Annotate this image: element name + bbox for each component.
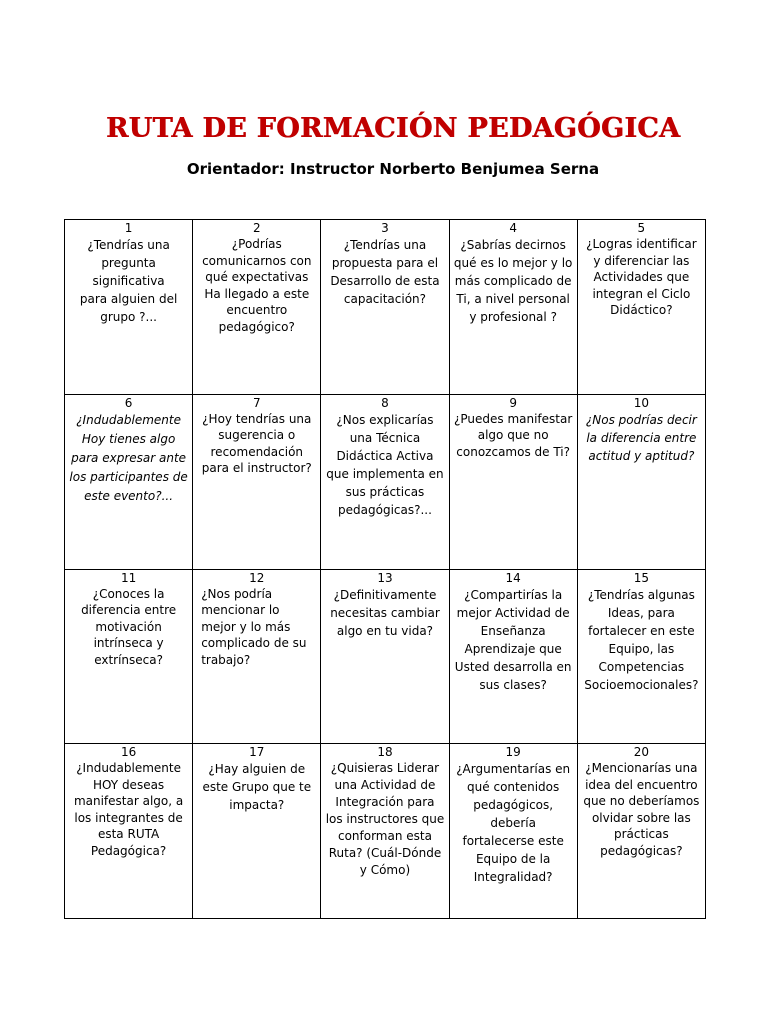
question-card (321, 394, 449, 569)
card-question: ¿Nos podrías decir la diferencia entre actitud y aptitud? (585, 412, 697, 463)
questions-grid (64, 219, 706, 919)
card-number: 10 (633, 395, 650, 410)
card-number: 12 (249, 570, 265, 585)
card-question: ¿Tendrías una pregunta significativa para alguien del grupo ?... (79, 238, 178, 324)
card-question: ¿Definitivamente necesitas cambiar algo en tu vida? (330, 587, 440, 638)
card-number: 16 (120, 745, 137, 760)
card-question: ¿Indudablemente HOY deseas manifestar algo, a los integrantes de esta RUTA Pedagógica? (73, 761, 184, 858)
card-question: ¿Nos podría mencionar lo mejor y lo más complicado de su trabajo? (201, 586, 307, 667)
card-question: ¿Quisieras Liderar una Actividad de Integración para los instructores que conforman esta Ruta? (Cuál-Dónde y Cómo) (325, 761, 445, 878)
page-subtitle: Orientador: Instructor Norberto Benjumea Serna (186, 160, 600, 178)
card-number: 18 (377, 745, 393, 760)
question-card (193, 569, 321, 744)
grid-row (65, 394, 706, 569)
card-question: ¿Hoy tendrías una sugerencia o recomendación para el instructor? (201, 411, 312, 476)
card-question: ¿Indudablemente Hoy tienes algo para expresar ante los participantes de este evento?... (69, 412, 188, 503)
card-number: 3 (381, 221, 389, 235)
card-number: 7 (252, 395, 261, 410)
grid-row (65, 744, 706, 919)
card-question: ¿Tendrías algunas Ideas, para fortalecer en este Equipo, las Competencias Socioemocionales? (584, 587, 699, 692)
card-number: 17 (249, 745, 265, 760)
card-number: 9 (509, 395, 517, 410)
question-card (449, 394, 577, 569)
card-question: ¿Compartirías la mejor Actividad de Enseñanza Aprendizaje que Usted desarrolla en sus clases? (454, 587, 572, 692)
question-card (65, 394, 193, 569)
card-question: ¿Conoces la diferencia entre motivación intrínseca y extrínseca? (81, 586, 177, 667)
page-title: RUTA DE FORMACIÓN PEDAGÓGICA (105, 113, 681, 144)
card-number: 14 (505, 570, 521, 585)
question-card (577, 569, 705, 744)
card-number: 15 (633, 570, 650, 585)
card-question: ¿Sabrías decirnos qué es lo mejor y lo más complicado de Ti, a nivel personal y profesional ? (453, 238, 573, 324)
card-question: ¿Mencionarías una idea del encuentro que no deberíamos olvidar sobre las prácticas pedagógicas? (583, 761, 700, 858)
card-question: ¿Argumentarías en qué contenidos pedagógicos, debería fortalecerse este Equipo de la Integralidad? (456, 762, 571, 885)
card-number: 8 (381, 395, 389, 410)
question-card (577, 220, 705, 395)
question-card (193, 744, 321, 919)
question-card (321, 220, 449, 395)
question-card (449, 744, 577, 919)
question-card (321, 744, 449, 919)
card-number: 4 (509, 221, 517, 235)
card-number: 20 (633, 745, 650, 760)
question-card (65, 220, 193, 395)
question-card (577, 394, 705, 569)
card-number: 13 (377, 570, 393, 585)
card-number: 2 (252, 221, 261, 235)
card-question: ¿Nos explicarías una Técnica Didáctica Activa que implementa en sus prácticas pedagógicas?... (326, 412, 444, 517)
question-card (449, 569, 577, 744)
card-question: ¿Hay alguien de este Grupo que te impacta? (202, 762, 312, 813)
question-card (577, 744, 705, 919)
question-card (65, 569, 193, 744)
question-card (65, 744, 193, 919)
card-number: 6 (124, 395, 133, 410)
question-card (193, 394, 321, 569)
card-question: ¿Tendrías una propuesta para el Desarrollo de esta capacitación? (330, 238, 440, 306)
grid-row (65, 220, 706, 395)
card-question: ¿Puedes manifestar algo que no conozcamos de Ti? (454, 411, 573, 459)
card-number: 11 (120, 570, 137, 585)
grid-row (65, 569, 706, 744)
card-question: ¿Podrías comunicarnos con qué expectativas Ha llegado a este encuentro pedagógico? (202, 237, 312, 334)
card-number: 1 (124, 221, 133, 235)
question-card (321, 569, 449, 744)
question-card (449, 220, 577, 395)
card-question: ¿Logras identificar y diferenciar las Actividades que integran el Ciclo Didáctico? (586, 237, 697, 317)
question-card (193, 220, 321, 395)
card-number: 19 (505, 745, 521, 760)
card-number: 5 (637, 221, 646, 235)
